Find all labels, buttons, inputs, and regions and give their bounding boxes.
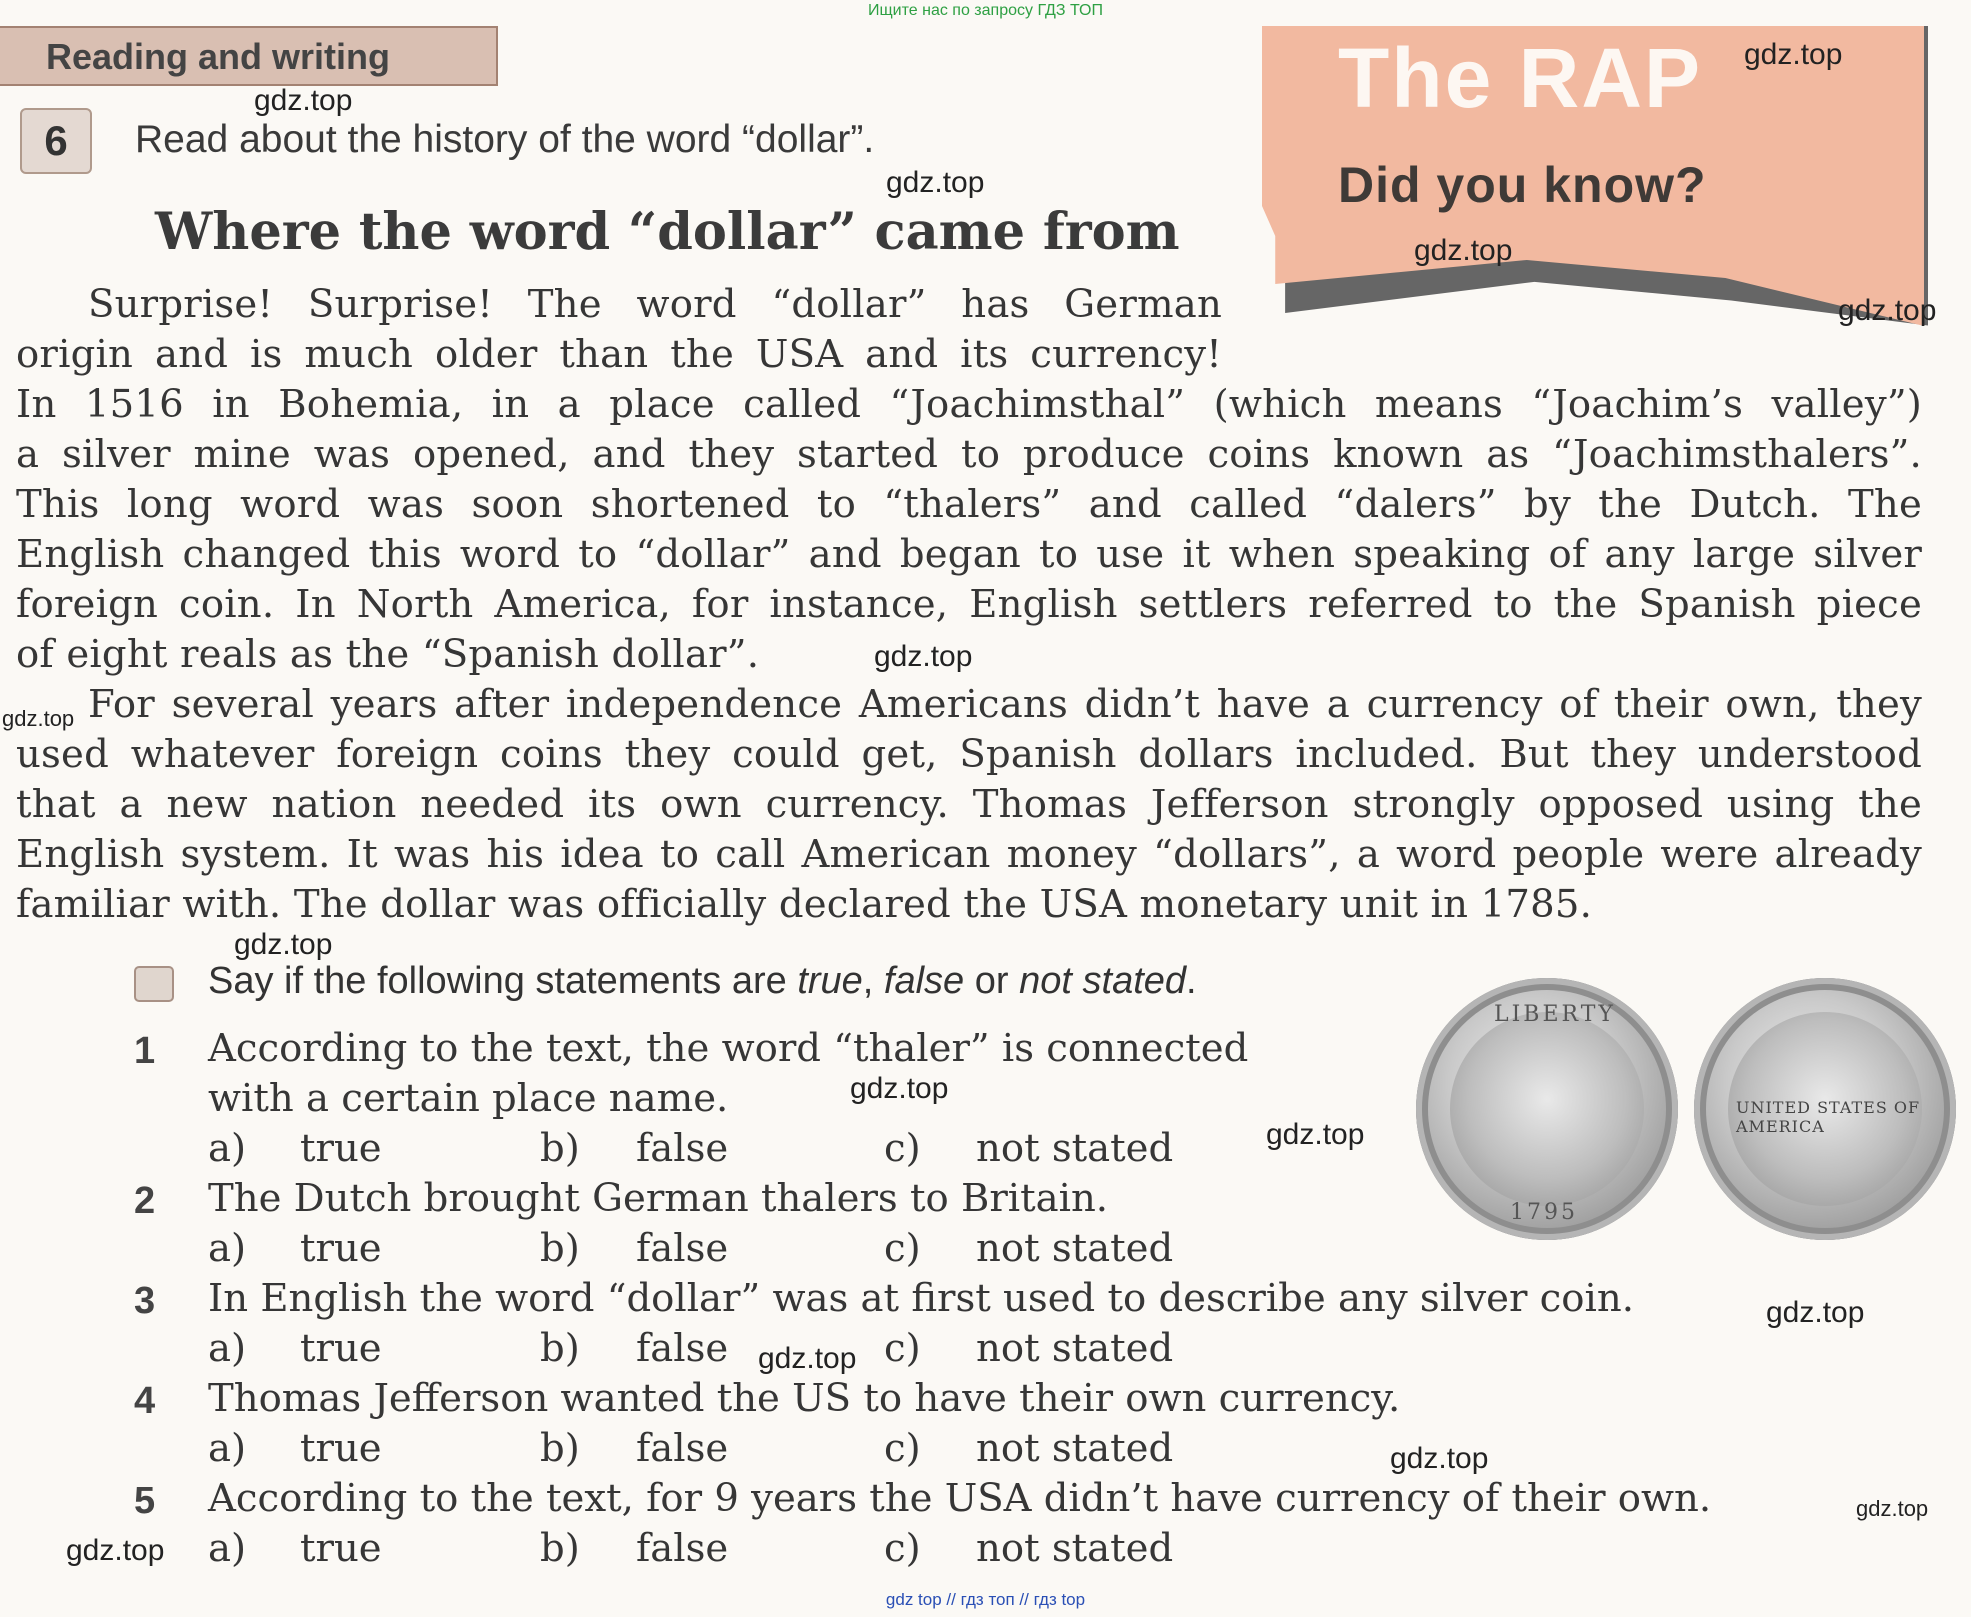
task-false-word: false <box>883 960 965 1002</box>
rap-title: The RAP <box>1338 31 1703 125</box>
question-number: 4 <box>134 1380 156 1422</box>
question-text: The Dutch brought German thalers to Britain. <box>208 1176 1109 1221</box>
option-c-not-stated[interactable]: not stated <box>976 1126 1174 1171</box>
article-line: used whatever foreign coins they could get, Spanish dollars included. But they understood <box>16 732 1922 777</box>
watermark: gdz.top <box>1856 1496 1929 1521</box>
section-label: Reading and writing <box>46 36 391 77</box>
article-line: English changed this word to “dollar” and began to use it when speaking of any large silver <box>16 532 1922 577</box>
option-b-false[interactable]: false <box>636 1426 729 1471</box>
option-b-false[interactable]: false <box>636 1526 729 1571</box>
option-a-true[interactable]: true <box>300 1426 382 1471</box>
watermark: gdz.top <box>66 1534 165 1567</box>
option-b-false[interactable]: false <box>636 1226 729 1271</box>
watermark: gdz.top <box>1838 294 1937 327</box>
coin-front-legend: LIBERTY <box>1494 1002 1616 1027</box>
article-title: Where the word “dollar” came from <box>155 202 1180 262</box>
article-line: In 1516 in Bohemia, in a place called “Joachimsthal” (which means “Joachim’s valley”) <box>16 382 1922 427</box>
option-a-letter: a) <box>208 1426 247 1471</box>
option-a-true[interactable]: true <box>300 1126 382 1171</box>
watermark: gdz.top <box>254 84 353 117</box>
watermark: gdz.top <box>234 928 333 961</box>
article-line: Surprise! Surprise! The word “dollar” has German <box>88 282 1222 327</box>
watermark: gdz.top <box>1766 1296 1865 1329</box>
article-line: of eight reals as the “Spanish dollar”. <box>16 632 760 677</box>
question-text: According to the text, the word “thaler” is connected <box>208 1026 1249 1071</box>
question-number: 2 <box>134 1180 156 1222</box>
coin-back-image <box>1694 978 1956 1240</box>
article-line: a silver mine was opened, and they started to produce coins known as “Joachimsthalers”. <box>16 432 1922 477</box>
task-instruction-prefix: Say if the following statements are <box>208 960 787 1002</box>
watermark: gdz.top <box>1390 1442 1489 1475</box>
option-a-true[interactable]: true <box>300 1226 382 1271</box>
article-line: familiar with. The dollar was officially declared the USA monetary unit in 1785. <box>16 882 1593 927</box>
option-c-letter: c) <box>884 1426 921 1471</box>
option-b-false[interactable]: false <box>636 1326 729 1371</box>
task-instruction <box>208 960 1197 1003</box>
question-number: 5 <box>134 1480 156 1522</box>
option-a-letter: a) <box>208 1526 247 1571</box>
task-comma: , <box>862 960 874 1002</box>
watermark: gdz.top <box>850 1072 949 1105</box>
option-c-letter: c) <box>884 1326 921 1371</box>
option-b-false[interactable]: false <box>636 1126 729 1171</box>
watermark: gdz.top <box>874 640 973 673</box>
question-number: 1 <box>134 1030 156 1072</box>
coin-front-year: 1795 <box>1510 1200 1578 1225</box>
coin-front-image <box>1416 978 1678 1240</box>
watermark: gdz.top <box>758 1342 857 1375</box>
article-line: This long word was soon shortened to “thalers” and called “dalers” by the Dutch. The <box>16 482 1922 527</box>
section-tab <box>0 26 498 86</box>
option-a-letter: a) <box>208 1126 247 1171</box>
task-checkbox[interactable] <box>134 966 174 1002</box>
question-text: with a certain place name. <box>208 1076 729 1121</box>
option-c-not-stated[interactable]: not stated <box>976 1326 1174 1371</box>
article-line: English system. It was his idea to call American money “dollars”, a word people were already <box>16 832 1922 877</box>
option-b-letter: b) <box>540 1326 580 1371</box>
article-line: that a new nation needed its own currency. Thomas Jefferson strongly opposed using the <box>16 782 1922 827</box>
coin-back-legend: UNITED STATES OF AMERICA <box>1736 1098 1921 1136</box>
task-period: . <box>1186 960 1197 1002</box>
option-b-letter: b) <box>540 1426 580 1471</box>
option-c-not-stated[interactable]: not stated <box>976 1426 1174 1471</box>
option-a-letter: a) <box>208 1326 247 1371</box>
task-not-stated-word: not stated <box>1019 960 1187 1002</box>
option-c-letter: c) <box>884 1126 921 1171</box>
option-b-letter: b) <box>540 1126 580 1171</box>
article-line: foreign coin. In North America, for instance, English settlers referred to the Spanish piece <box>16 582 1922 627</box>
option-c-letter: c) <box>884 1526 921 1571</box>
watermark: gdz.top <box>1266 1118 1365 1151</box>
question-text: In English the word “dollar” was at first used to describe any silver coin. <box>208 1276 1634 1321</box>
question-number: 3 <box>134 1280 156 1322</box>
option-a-letter: a) <box>208 1226 247 1271</box>
option-a-true[interactable]: true <box>300 1526 382 1571</box>
option-c-not-stated[interactable]: not stated <box>976 1526 1174 1571</box>
exercise-instruction: Read about the history of the word “dollar”. <box>135 118 875 161</box>
task-true-word: true <box>797 960 863 1002</box>
rap-subtitle: Did you know? <box>1338 157 1707 213</box>
question-text: Thomas Jefferson wanted the US to have their own currency. <box>208 1376 1401 1421</box>
option-a-true[interactable]: true <box>300 1326 382 1371</box>
watermark: gdz.top <box>2 706 75 731</box>
article-line: origin and is much older than the USA and its currency! <box>16 332 1222 377</box>
watermark: gdz.top <box>1744 38 1843 71</box>
option-c-letter: c) <box>884 1226 921 1271</box>
task-or-word: or <box>974 960 1009 1002</box>
watermark: gdz.top <box>886 166 985 199</box>
article-line: For several years after independence Americans didn’t have a currency of their own, they <box>88 682 1922 727</box>
watermark: gdz.top <box>1414 234 1513 267</box>
option-c-not-stated[interactable]: not stated <box>976 1226 1174 1271</box>
top-banner: Ищите нас по запросу ГДЗ ТОП <box>868 2 1103 19</box>
option-b-letter: b) <box>540 1526 580 1571</box>
option-b-letter: b) <box>540 1226 580 1271</box>
bottom-banner: gdz top // гдз топ // гдз top <box>885 1590 1086 1609</box>
question-text: According to the text, for 9 years the USA didn’t have currency of their own. <box>208 1476 1712 1521</box>
exercise-number: 6 <box>20 108 92 174</box>
